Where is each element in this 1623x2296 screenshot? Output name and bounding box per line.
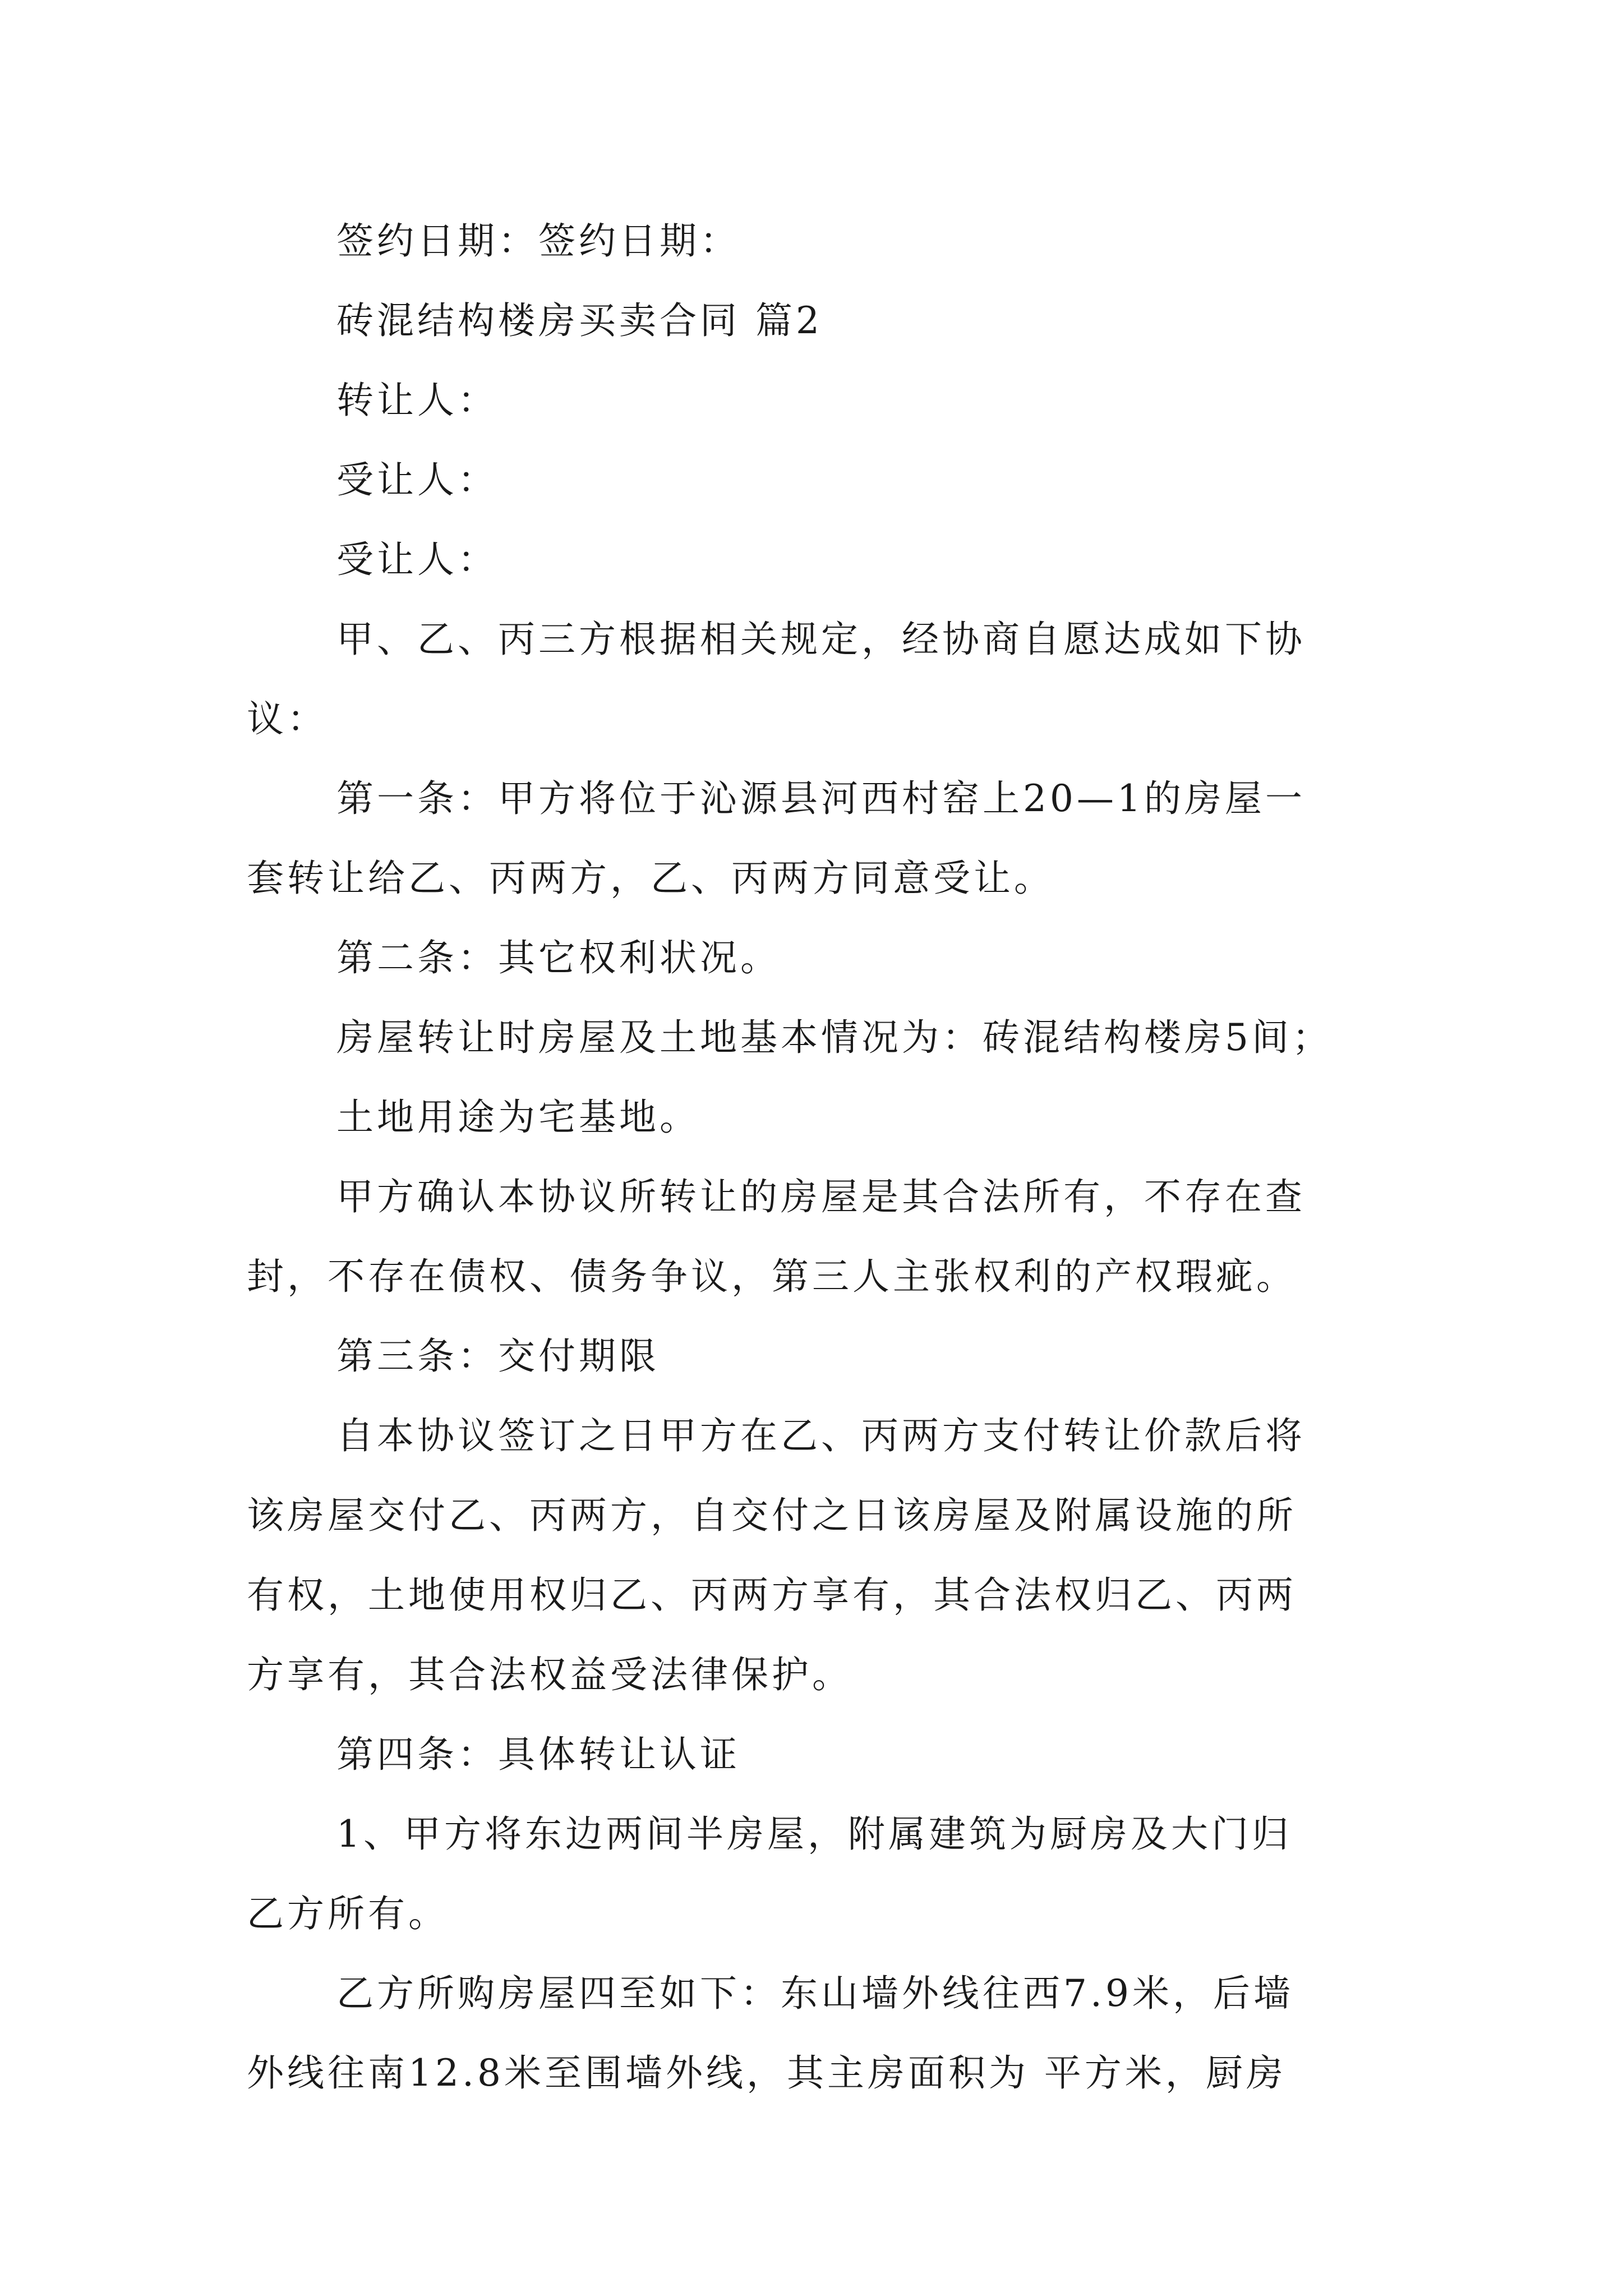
article-2-line-3: 甲方确认本协议所转让的房屋是其合法所有，不存在查 <box>336 1175 1306 1218</box>
article-4-heading: 第四条：具体转让认证 <box>336 1733 740 1776</box>
transferee-line-2: 受让人： <box>336 538 498 581</box>
article-2-line-2: 土地用途为宅基地。 <box>336 1096 700 1139</box>
article-4-bounds-line-1: 乙方所购房屋四至如下：东山墙外线往西7.9米，后墙 <box>336 1972 1294 2015</box>
signing-date-line: 签约日期：签约日期： <box>336 219 740 263</box>
article-2-heading: 第二条：其它权利状况。 <box>336 936 781 979</box>
article-1-line-2: 套转让给乙、丙两方，乙、丙两方同意受让。 <box>247 857 1054 900</box>
article-2-line-1: 房屋转让时房屋及土地基本情况为：砖混结构楼房5间； <box>336 1016 1332 1059</box>
preamble-line-1: 甲、乙、丙三方根据相关规定，经协商自愿达成如下协 <box>336 618 1306 661</box>
contract-title: 砖混结构楼房买卖合同 篇2 <box>336 299 823 342</box>
article-3-line-3: 有权，土地使用权归乙、丙两方享有，其合法权归乙、丙两 <box>247 1573 1297 1617</box>
article-3-line-4: 方享有，其合法权益受法律保护。 <box>247 1653 852 1696</box>
article-3-heading: 第三条：交付期限 <box>336 1335 660 1378</box>
article-1-line-1: 第一条：甲方将位于沁源县河西村窑上20—1的房屋一 <box>336 777 1306 820</box>
preamble-line-2: 议： <box>247 697 328 740</box>
transferor-line: 转让人： <box>336 379 498 422</box>
article-4-item-1-line-1: 1、甲方将东边两间半房屋，附属建筑为厨房及大门归 <box>336 1812 1292 1856</box>
article-4-bounds-line-2: 外线往南12.8米至围墙外线，其主房面积为 平方米，厨房 <box>247 2051 1287 2095</box>
article-3-line-1: 自本协议签订之日甲方在乙、丙两方支付转让价款后将 <box>336 1414 1306 1457</box>
article-2-line-4: 封，不存在债权、债务争议，第三人主张权利的产权瑕疵。 <box>247 1255 1297 1298</box>
article-4-item-1-line-2: 乙方所有。 <box>247 1892 449 1935</box>
transferee-line-1: 受让人： <box>336 458 498 501</box>
article-3-line-2: 该房屋交付乙、丙两方，自交付之日该房屋及附属设施的所 <box>247 1494 1297 1537</box>
